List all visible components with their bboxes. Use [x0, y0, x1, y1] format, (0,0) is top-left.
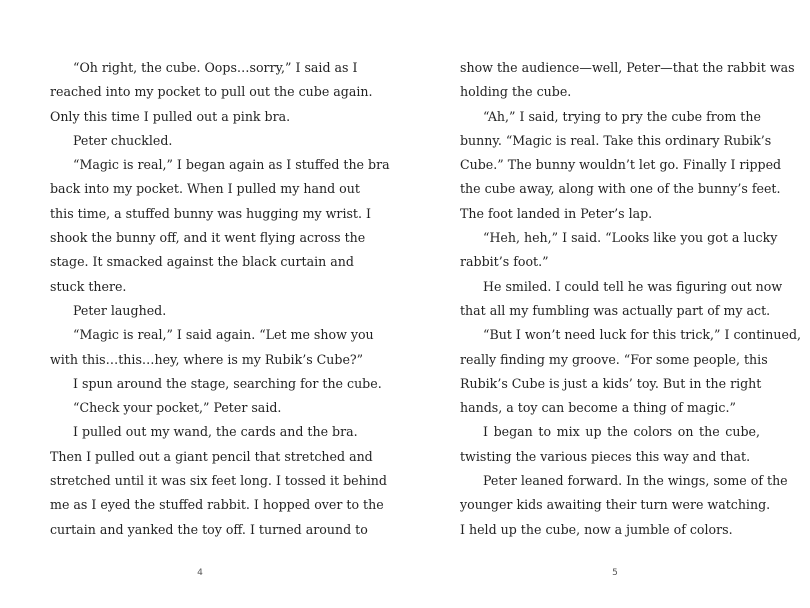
right-page-text [460, 56, 802, 542]
text-line: twisting the various pieces this way and that. [460, 448, 751, 464]
text-line: really finding my groove. “For some people, this [460, 351, 768, 367]
text-line: reached into my pocket to pull out the cube again. [50, 84, 373, 100]
text-line: shook the bunny off, and it went flying across the [50, 230, 366, 246]
text-line: “Magic is real,” I said again. “Let me show you [73, 327, 374, 343]
text-line: I held up the cube, now a jumble of colors. [460, 521, 733, 537]
text-line: “Magic is real,” I began again as I stuffed the bra [73, 157, 390, 173]
text-line: I began to mix up the colors on the cube, [483, 424, 760, 440]
text-line: The foot landed in Peter’s lap. [460, 205, 653, 221]
text-line: stretched until it was six feet long. I tossed it behind [50, 473, 387, 489]
text-line: stage. It smacked against the black curtain and [50, 254, 354, 270]
text-line: Rubik’s Cube is just a kids’ toy. But in the right [460, 375, 762, 391]
text-line: Peter laughed. [73, 302, 167, 318]
text-line: Only this time I pulled out a pink bra. [50, 108, 291, 124]
text-line: I pulled out my wand, the cards and the bra. [73, 424, 358, 440]
text-line: “Heh, heh,” I said. “Looks like you got a lucky [483, 230, 778, 246]
text-line: hands, a toy can become a thing of magic.” [460, 400, 736, 416]
text-line: Peter leaned forward. In the wings, some of the [483, 473, 788, 489]
text-line: the cube away, along with one of the bunny’s feet. [460, 181, 781, 197]
text-line: “Check your pocket,” Peter said. [73, 400, 282, 416]
text-line: stuck there. [50, 278, 127, 294]
left-page-number: 4 [197, 568, 203, 578]
text-line: bunny. “Magic is real. Take this ordinary Rubik’s [460, 132, 772, 148]
text-line: show the audience—well, Peter—that the rabbit was [460, 60, 795, 75]
text-line: this time, a stuffed bunny was hugging my wrist. I [50, 205, 371, 221]
text-line: rabbit’s foot.” [460, 254, 549, 270]
text-line: me as I eyed the stuffed rabbit. I hopped over to the [50, 497, 384, 513]
text-line: with this…this…hey, where is my Rubik’s Cube?” [50, 351, 364, 367]
text-line: curtain and yanked the toy off. I turned around to [50, 521, 368, 537]
text-line: I spun around the stage, searching for the cube. [73, 375, 382, 391]
text-line: back into my pocket. When I pulled my hand out [50, 181, 360, 197]
text-line: holding the cube. [460, 84, 572, 100]
text-line: “But I won’t need luck for this trick,” I continued, [483, 327, 802, 343]
text-line: Peter chuckled. [73, 132, 173, 148]
left-page-text [50, 56, 390, 542]
text-line: “Oh right, the cube. Oops…sorry,” I said as I [73, 60, 358, 75]
text-line: He smiled. I could tell he was figuring out now [483, 278, 783, 294]
text-line: Then I pulled out a giant pencil that stretched and [50, 448, 373, 464]
right-page-number: 5 [612, 568, 618, 578]
right-page [405, 0, 810, 608]
text-line: that all my fumbling was actually part of my act. [460, 302, 771, 318]
text-line: Cube.” The bunny wouldn’t let go. Finally I ripped [460, 157, 782, 173]
text-line: younger kids awaiting their turn were watching. [460, 497, 771, 513]
text-line: “Ah,” I said, trying to pry the cube from the [483, 108, 761, 124]
